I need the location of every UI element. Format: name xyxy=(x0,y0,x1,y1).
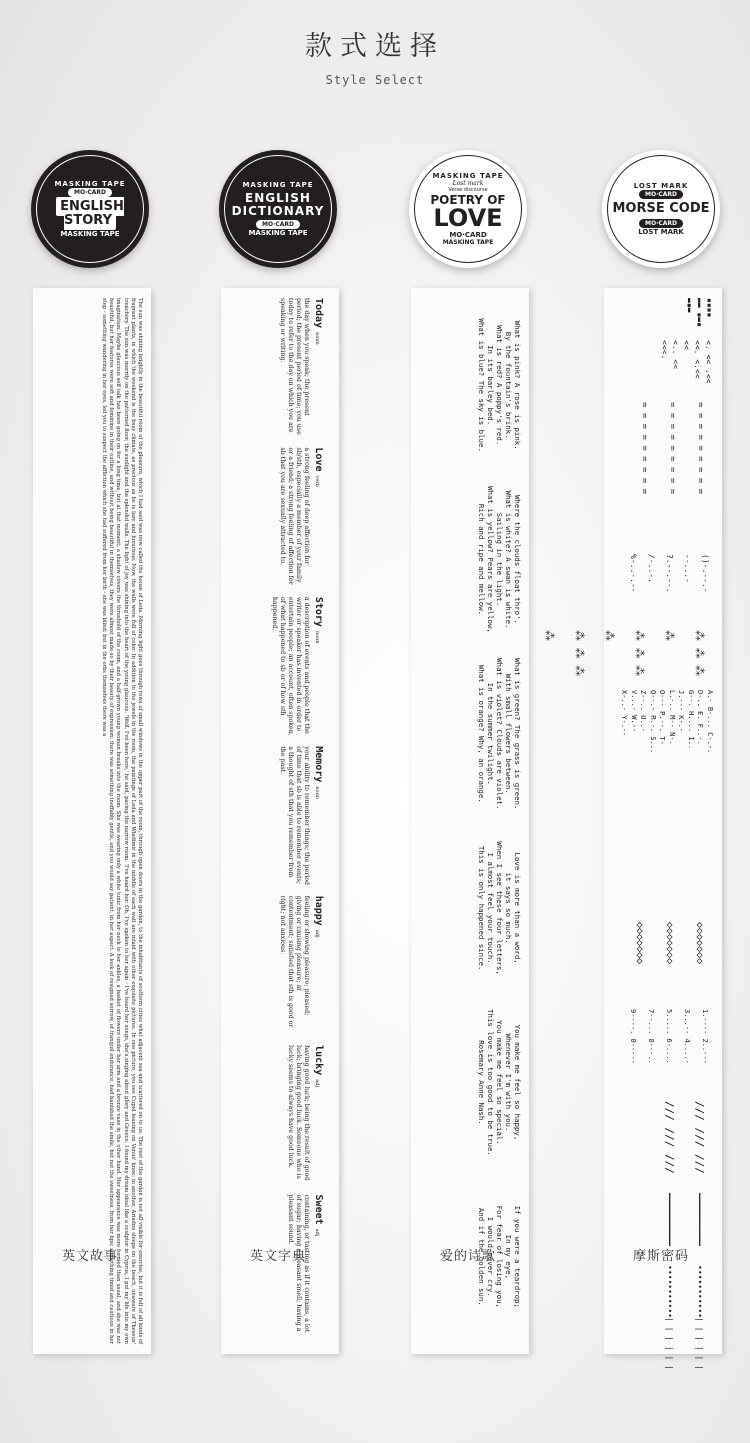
story-text: The sun was shining brightly in the beautiful room of the pleasure, which I had said was now called the house of Leda. Morning light goes through rows of small windows in the upper part of the room, through open doors in the garden, to the inhabitants of southern cities what adjacent sea and scattered on to us. The rest of the garden is not all visible for exercise, but it is full of all kinds of fragrant plants, in which the weekend is the busy climate, as precious as he is lazy and luxurious. Now, the walls were full of color. In addition to the jewels in the room, the paintings of Leda and Wladimir in the middle of each wall are inlaid with other exquisite pictures. In one picture, you see Cupid leaning on Venus' knee; in another, Ariadne sleeps on the beach, unaware of Theseus' treachery. The sun was merrily on the patterned floor, the sunlight and the splendid walls. The light of joy was shining into the heart of the young glaucous. 'Well, I've been here,' he said, pacing the narrow room. 'I've heard her. Oh, I've spoken to her again - I've heard her songs, she's singing about glory and Greece. I found my dream ideal like a sculptor in Cyprus, I put my life into my own imagination. Maybe glaucous self talk has been going on for a long time, but at that moment, a shadow covers the threshold of the room, and a half-grown young woman breaks into the room. She was wearing only a white tunic from her neck to her ankles, a basket of flowers under her arm and a bronze vase in the other hand. Her appearance was more formed than usual, and she was not beautiful, but her features were soft and feminine in their outline, and without being beautiful in themselves, they were almost made so by their beauty of expression; there was something ineffably gentle, and you would say patient, in her aspect. A look of resigned sorrow, of tranquil endurance, had banished the smile, but not the sweetness, from her lips; something timid and cautious in her step - something wandering in her eyes, led you to suspect the affliction which she had suffered from her birth - she was blind; but in the orbs themselves there was a xyxy=(100,298,143,1344)
morse-pattern: ()-.--.- --...- ?.--.--. /-..-. %-..-.-- xyxy=(629,554,710,593)
page-subtitle: Style Select xyxy=(325,73,425,87)
dictionary-entries xyxy=(229,298,331,1344)
caption-english-story: 英文故事 xyxy=(61,1249,118,1264)
morse-pattern: ▪▪▪▪ ▬▬ ▪▬▪ ▬▪▬ xyxy=(685,298,714,327)
poem: You make me feel so happy, Whenever I'm with you. You make me feel so special. This love is too good to be true. Rosemary Anne Nash. xyxy=(477,1009,522,1156)
dict-entry: luckyadj having good luck; being the result of good luck; bringing good luck. Someone who is lucky seems to always have good luck. xyxy=(287,1045,324,1181)
header xyxy=(0,24,750,87)
badge-english-dictionary: MASKING TAPE ENGLISH DICTIONARY MO·CARD MASKING TAPE xyxy=(219,150,337,268)
morse-pattern: = = = = = = = = = = = = = = = = = = = = = = = = = = = xyxy=(639,402,705,495)
morse-pattern: | | | | | | | | | | | | xyxy=(665,1317,704,1370)
poem: Love is more than a word, it says so much. When I see these four letters, I almost feel your touch. This is only happened since. xyxy=(477,841,522,975)
dict-entry: Loveverb a strong feeling of deep affection for sb/sth, especially a member of your family or a friend; a strong feeling of affection for sb that you are sexually attracted to. xyxy=(279,447,324,585)
tape-english-story xyxy=(33,288,151,1354)
morse-pattern: /// /// /// /// /// /// xyxy=(663,1101,706,1174)
morse-numbers: 1.---- 2..--- 3...-- 4....- 5..... 6-.... 7--... 8---.. 9----. 0----- xyxy=(629,1009,709,1064)
dict-entry: Memorynoun your ability to remember things; the period of time that sb is able to remember events; a thought of sth that you remember from the past. xyxy=(279,746,324,886)
morse-pattern: ••••••••••• ••••••••••• xyxy=(665,1265,704,1318)
dict-entry: Storynoun a description of events and people that the writer or speaker has invented in order to entertain people; an account, often spoken, of what happened to sb or of how sth happened. xyxy=(271,596,324,736)
badge-morse-code: LOST MARK MO·CARD MORSE CODE MO·CARD LOST MARK xyxy=(602,150,720,268)
morse-pattern: ⁂ ⁂ ⁂ ⁂ ⁂ ⁂ ⁂ ⁂ ⁂ ⁂ ⁂ ⁂ xyxy=(543,630,706,677)
morse-alphabet: A.- B-... C-.-. D-.. E. F..-. G--. H.... I.. J.--- K-.- L.-.. M-- N-. O--- P.--. T- Q--.- R.-. S... Z--.. U..- V...- W.-- X-..- Y-.-- xyxy=(620,690,714,754)
dict-entry: happyadj feeling or showing pleasure; pleased; giving or causing pleasure; at contentment; satisfied that sth is good or right; not anxious. xyxy=(279,895,324,1028)
morse-pattern: ━━━━━━━━━━━ ━━━━━━━━━━━ xyxy=(665,1193,704,1246)
page-title: 款式选择 xyxy=(305,31,445,62)
badge-english-story: MASKING TAPE MO·CARD ENGLISH STORY MASKING TAPE xyxy=(31,150,149,268)
morse-patterns xyxy=(543,298,714,1370)
poems xyxy=(419,298,521,1344)
dict-entry: Todaynoun the day when you speak; the present period; the present period of time; you use today to refer to the day on which you are speaking or writing. xyxy=(279,298,324,435)
morse-pattern: ◇◇◇◇◇◇◇ ◇◇◇◇◇◇◇ ◇◇◇◇◇◇◇ xyxy=(634,922,705,965)
caption-poetry-of-love: 爱的诗歌 xyxy=(439,1249,496,1264)
poem: Where the clouds float thro'. What is white? A swan is white. Sailing in the light. What is yellow? Pears are yellow, Rich and ripe and mellow. xyxy=(477,486,522,633)
poem: What is pink? A rose is pink. By the fountain's brink. What is red? A poppy's red. In its barley bed. What is blue? The sky is blue. xyxy=(477,318,522,452)
caption-morse-code: 摩斯密码 xyxy=(632,1249,689,1264)
morse-pattern: <. << .<< <<. <.<< << <.. << <<<. xyxy=(660,340,713,384)
tape-english-dictionary xyxy=(221,288,339,1354)
tape-morse-code xyxy=(543,288,722,1370)
poem: What is green? The grass is green. With small flowers between. What is violet? Clouds are violet. In the summer twilight. What is orange? Why, an orange. xyxy=(477,658,522,810)
badge-poetry-of-love: MASKING TAPE Lost mark Verse discourse POETRY OF LOVE MO·CARD MASKING TAPE xyxy=(409,150,527,268)
tape-poetry-of-love xyxy=(411,288,529,1354)
poem: If you were a teardrop; In my eye, For fear of losing you, I would never cry. And if the golden sun. xyxy=(477,1205,522,1308)
caption-english-dictionary: 英文字典 xyxy=(249,1249,306,1264)
dict-entry: Sweetadj containing, or tasting as if it contains, a lot of sugar; having a pleasant smell; having a pleasant sound. xyxy=(287,1194,324,1333)
